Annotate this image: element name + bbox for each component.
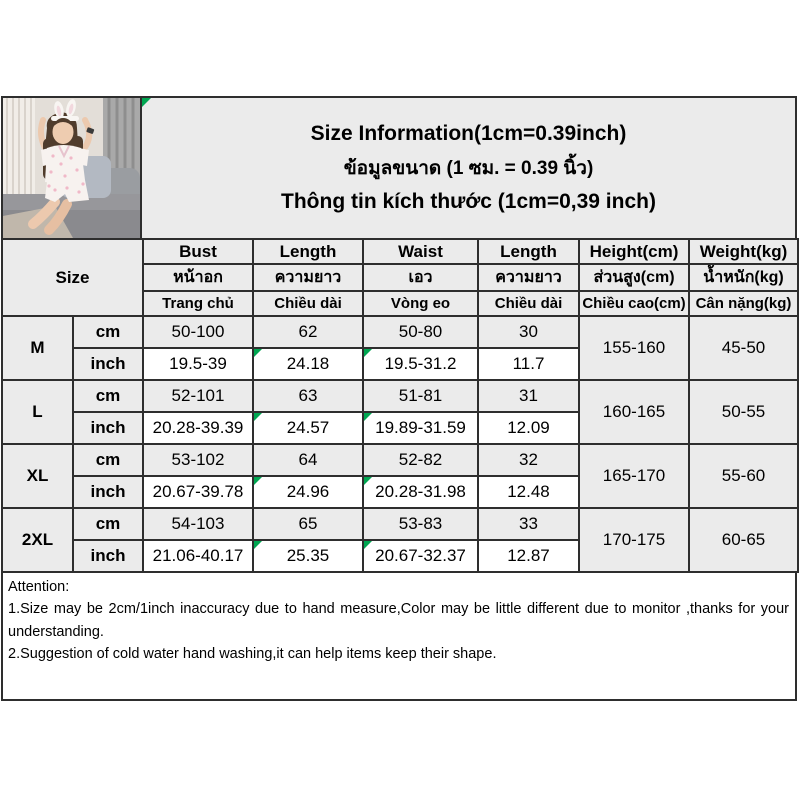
- 2xl-inch-waist: 20.67-32.37: [363, 540, 478, 572]
- error-indicator-icon: [142, 98, 151, 107]
- xl-inch-length2: 12.48: [478, 476, 579, 508]
- unit-l-cm: cm: [73, 380, 143, 412]
- col-height-en: Height(cm): [579, 239, 689, 264]
- l-cm-bust: 52-101: [143, 380, 253, 412]
- title-vietnamese: Thông tin kích thước (1cm=0,39 inch): [281, 190, 656, 213]
- 2xl-cm-bust: 54-103: [143, 508, 253, 540]
- l-weight: 50-55: [689, 380, 798, 444]
- l-inch-length2: 12.09: [478, 412, 579, 444]
- unit-2xl-cm: cm: [73, 508, 143, 540]
- header-row-en: [2, 239, 798, 264]
- xl-cm-waist: 52-82: [363, 444, 478, 476]
- m-weight: 45-50: [689, 316, 798, 380]
- row-2xl-cm: [2, 508, 798, 540]
- 2xl-height: 170-175: [579, 508, 689, 572]
- attention-note-2: 2.Suggestion of cold water hand washing,it can help items keep their shape.: [8, 646, 497, 663]
- xl-inch-length: 24.96: [253, 476, 363, 508]
- col-length2-en: Length: [478, 239, 579, 264]
- unit-2xl-inch: inch: [73, 540, 143, 572]
- col-bust-vi: Trang chủ: [143, 291, 253, 316]
- size-label-m: M: [2, 316, 73, 380]
- col-length2-vi: Chiều dài: [478, 291, 579, 316]
- col-height-th: ส่วนสูง(cm): [579, 264, 689, 291]
- 2xl-cm-length2: 33: [478, 508, 579, 540]
- xl-height: 165-170: [579, 444, 689, 508]
- product-photo: [1, 96, 142, 240]
- size-label-2xl: 2XL: [2, 508, 73, 572]
- l-inch-waist: 19.89-31.59: [363, 412, 478, 444]
- 2xl-inch-length: 25.35: [253, 540, 363, 572]
- row-l-cm: [2, 380, 798, 412]
- col-waist-vi: Vòng eo: [363, 291, 478, 316]
- top-row: [1, 96, 797, 240]
- unit-l-inch: inch: [73, 412, 143, 444]
- col-height-vi: Chiều cao(cm): [579, 291, 689, 316]
- col-length-vi: Chiều dài: [253, 291, 363, 316]
- xl-cm-bust: 53-102: [143, 444, 253, 476]
- size-label-l: L: [2, 380, 73, 444]
- xl-cm-length: 64: [253, 444, 363, 476]
- unit-m-cm: cm: [73, 316, 143, 348]
- title-block: [140, 96, 797, 240]
- unit-xl-cm: cm: [73, 444, 143, 476]
- l-height: 160-165: [579, 380, 689, 444]
- 2xl-cm-length: 65: [253, 508, 363, 540]
- m-cm-length: 62: [253, 316, 363, 348]
- 2xl-weight: 60-65: [689, 508, 798, 572]
- col-weight-vi: Cân nặng(kg): [689, 291, 798, 316]
- l-cm-length2: 31: [478, 380, 579, 412]
- 2xl-inch-bust: 21.06-40.17: [143, 540, 253, 572]
- m-height: 155-160: [579, 316, 689, 380]
- l-inch-length: 24.57: [253, 412, 363, 444]
- col-waist-th: เอว: [363, 264, 478, 291]
- col-waist-en: Waist: [363, 239, 478, 264]
- xl-inch-waist: 20.28-31.98: [363, 476, 478, 508]
- m-inch-bust: 19.5-39: [143, 348, 253, 380]
- title-english: Size Information(1cm=0.39inch): [310, 122, 627, 145]
- size-table: [1, 238, 799, 573]
- m-inch-length2: 11.7: [478, 348, 579, 380]
- col-weight-th: น้ำหนัก(kg): [689, 264, 798, 291]
- xl-weight: 55-60: [689, 444, 798, 508]
- unit-m-inch: inch: [73, 348, 143, 380]
- row-m-cm: [2, 316, 798, 348]
- 2xl-cm-waist: 53-83: [363, 508, 478, 540]
- unit-xl-inch: inch: [73, 476, 143, 508]
- col-weight-en: Weight(kg): [689, 239, 798, 264]
- col-length-th: ความยาว: [253, 264, 363, 291]
- l-cm-length: 63: [253, 380, 363, 412]
- col-length-en: Length: [253, 239, 363, 264]
- attention-heading: Attention:: [8, 579, 70, 595]
- model-photo-illustration: [3, 98, 140, 238]
- m-cm-length2: 30: [478, 316, 579, 348]
- 2xl-inch-length2: 12.87: [478, 540, 579, 572]
- row-xl-cm: [2, 444, 798, 476]
- title-thai: ข้อมูลขนาด (1 ซม. = 0.39 นิ้ว): [343, 158, 594, 179]
- m-cm-waist: 50-80: [363, 316, 478, 348]
- size-corner-header: Size: [2, 239, 143, 316]
- col-bust-en: Bust: [143, 239, 253, 264]
- col-bust-th: หน้าอก: [143, 264, 253, 291]
- size-chart-sheet: [1, 96, 797, 701]
- col-length2-th: ความยาว: [478, 264, 579, 291]
- size-label-xl: XL: [2, 444, 73, 508]
- xl-inch-bust: 20.67-39.78: [143, 476, 253, 508]
- m-cm-bust: 50-100: [143, 316, 253, 348]
- m-inch-length: 24.18: [253, 348, 363, 380]
- l-cm-waist: 51-81: [363, 380, 478, 412]
- attention-note: [1, 571, 797, 701]
- l-inch-bust: 20.28-39.39: [143, 412, 253, 444]
- attention-note-1: 1.Size may be 2cm/1inch inaccuracy due to hand measure,Color may be little different due to monitor ,thanks for your understanding.: [8, 601, 789, 640]
- m-inch-waist: 19.5-31.2: [363, 348, 478, 380]
- xl-cm-length2: 32: [478, 444, 579, 476]
